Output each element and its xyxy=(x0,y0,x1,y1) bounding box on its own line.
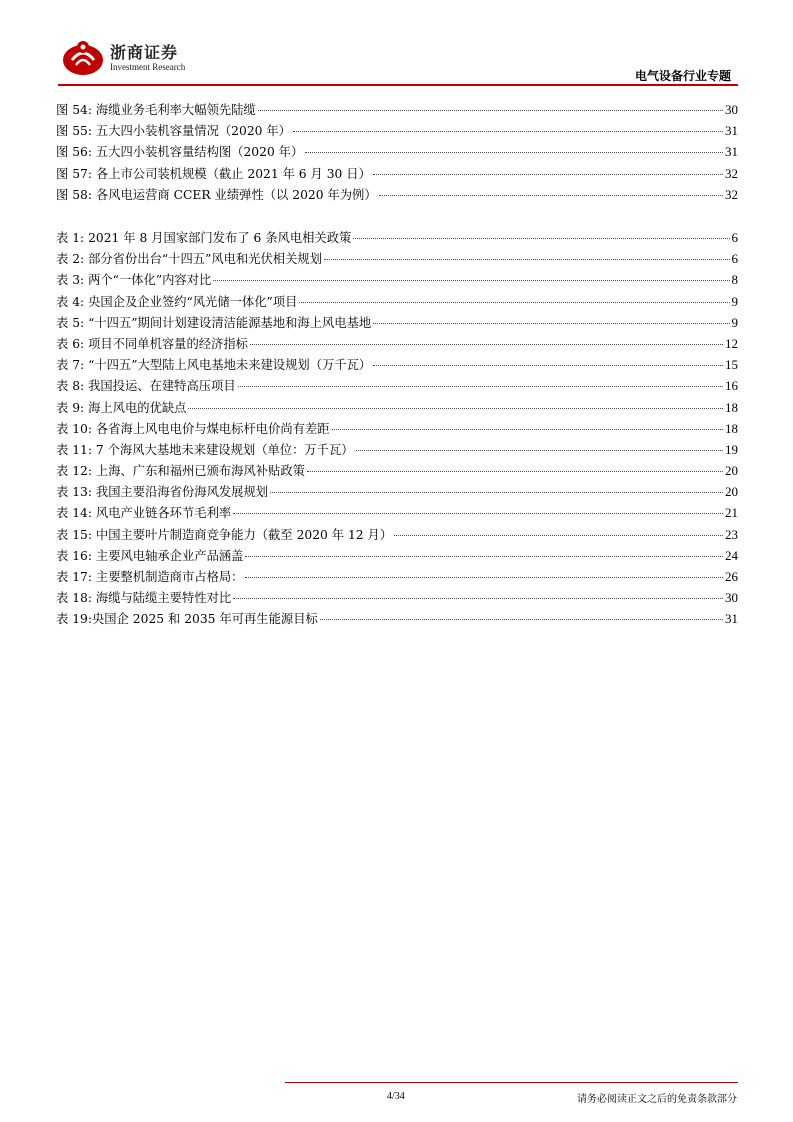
company-name: 浙商证券 xyxy=(110,43,179,62)
toc-dot-leader xyxy=(305,152,723,153)
toc-dot-leader xyxy=(238,386,723,387)
toc-entry-page: 12 xyxy=(725,335,738,351)
toc-entry[interactable] xyxy=(56,545,738,566)
toc-entry[interactable] xyxy=(56,502,738,523)
footer-divider xyxy=(285,1082,738,1083)
toc-entry-page: 26 xyxy=(725,569,738,584)
toc-entry-label: 表 2: 部分省份出台“十四五”风电和光伏相关规划 xyxy=(56,252,322,267)
toc-entry-label: 图 58: 各风电运营商 CCER 业绩弹性（以 2020 年为例） xyxy=(56,187,377,202)
company-name-en: Investment Research xyxy=(110,62,186,72)
toc-dot-leader xyxy=(299,302,729,303)
toc-dot-leader xyxy=(188,408,723,409)
toc-entry-label: 表 9: 海上风电的优缺点 xyxy=(56,400,187,415)
toc-entry[interactable] xyxy=(56,481,738,502)
toc-entry-label: 表 6: 项目不同单机容量的经济指标 xyxy=(56,336,248,351)
toc-dot-leader xyxy=(332,429,723,430)
toc-dot-leader xyxy=(394,535,723,536)
toc-entry-page: 21 xyxy=(725,505,738,521)
toc-entry-label: 图 54: 海缆业务毛利率大幅领先陆缆 xyxy=(56,103,256,117)
toc-entry-label: 表 19:央国企 2025 和 2035 年可再生能源目标 xyxy=(56,612,318,627)
toc-entry-label: 表 15: 中国主要叶片制造商竞争能力（截至 2020 年 12 月） xyxy=(56,527,393,542)
toc-entry-label: 表 8: 我国投运、在建特高压项目 xyxy=(56,379,236,394)
toc-entry-label: 表 17: 主要整机制造商市占格局： xyxy=(56,570,244,584)
toc-entry-page: 9 xyxy=(731,314,738,330)
toc-entry-label: 图 55: 五大四小装机容量情况（2020 年） xyxy=(56,124,291,139)
toc-entry-label: 表 11: 7 个海风大基地未来建设规划（单位：万千瓦） xyxy=(56,442,354,457)
toc-entry-page: 32 xyxy=(725,186,738,202)
toc-dot-leader xyxy=(213,280,729,281)
toc-entry[interactable] xyxy=(56,248,738,269)
toc-dot-leader xyxy=(245,556,723,557)
toc-entry[interactable] xyxy=(56,608,738,629)
toc-dot-leader xyxy=(373,365,723,366)
toc-entry-label: 表 3: 两个“一体化”内容对比 xyxy=(56,273,212,288)
toc-entry[interactable] xyxy=(56,397,738,418)
company-logo-icon xyxy=(62,38,104,76)
toc-dot-leader xyxy=(270,492,723,493)
toc-entry-page: 8 xyxy=(731,272,738,288)
header-divider xyxy=(58,84,738,86)
toc-entry-page: 24 xyxy=(725,547,738,563)
toc-entry-page: 15 xyxy=(725,357,738,373)
toc-entry-label: 表 10: 各省海上风电电价与煤电标杆电价尚有差距 xyxy=(56,421,330,436)
toc-entry[interactable] xyxy=(56,163,738,184)
figure-list xyxy=(56,99,738,205)
toc-dot-leader xyxy=(258,110,723,111)
toc-entry-label: 表 1: 2021 年 8 月国家部门发布了 6 条风电相关政策 xyxy=(56,231,352,245)
toc-entry-page: 9 xyxy=(731,293,738,309)
toc-dot-leader xyxy=(320,619,723,620)
toc-entry[interactable] xyxy=(56,120,738,141)
toc-entry-page: 6 xyxy=(731,251,738,267)
toc-entry-page: 31 xyxy=(725,611,738,627)
toc-entry[interactable] xyxy=(56,587,738,608)
toc-entry[interactable] xyxy=(56,269,738,290)
toc-entry[interactable] xyxy=(56,460,738,481)
toc-entry-label: 表 5: “十四五”期间计划建设清洁能源基地和海上风电基地 xyxy=(56,315,372,330)
toc-entry-label: 表 16: 主要风电轴承企业产品涵盖 xyxy=(56,548,244,563)
toc-entry-page: 18 xyxy=(725,420,738,436)
toc-entry[interactable] xyxy=(56,227,738,248)
page-header xyxy=(0,0,793,90)
toc-entry[interactable] xyxy=(56,439,738,460)
toc-dot-leader xyxy=(353,238,729,239)
toc-entry-page: 32 xyxy=(725,165,738,181)
toc-dot-leader xyxy=(233,513,723,514)
toc-entry-page: 30 xyxy=(725,102,738,117)
toc-entry-page: 31 xyxy=(725,144,738,160)
toc-entry-page: 16 xyxy=(725,378,738,394)
toc-entry[interactable] xyxy=(56,141,738,162)
toc-entry-page: 6 xyxy=(731,230,738,245)
toc-entry[interactable] xyxy=(56,291,738,312)
toc-entry-page: 20 xyxy=(725,463,738,479)
toc-entry-label: 表 7: “十四五”大型陆上风电基地未来建设规划（万千瓦） xyxy=(56,358,372,373)
toc-entry-label: 表 18: 海缆与陆缆主要特性对比 xyxy=(56,591,232,606)
toc-entry-page: 18 xyxy=(725,399,738,415)
toc-dot-leader xyxy=(250,344,723,345)
toc-entry-label: 图 56: 五大四小装机容量结构图（2020 年） xyxy=(56,145,304,160)
toc-entry[interactable] xyxy=(56,524,738,545)
toc-entry[interactable] xyxy=(56,184,738,205)
toc-entry[interactable] xyxy=(56,312,738,333)
disclaimer-text: 请务必阅读正文之后的免责条款部分 xyxy=(577,1094,737,1105)
toc-entry-label: 表 12: 上海、广东和福州已颁布海风补贴政策 xyxy=(56,464,305,479)
toc-dot-leader xyxy=(293,131,723,132)
toc-dot-leader xyxy=(373,174,723,175)
toc-entry-label: 表 14: 风电产业链各环节毛利率 xyxy=(56,506,232,521)
toc-entry-label: 表 4: 央国企及企业签约“风光储一体化”项目 xyxy=(56,294,298,309)
report-title: 电气设备行业专题 xyxy=(634,69,731,83)
toc-entry-page: 31 xyxy=(725,123,738,139)
toc-entry-page: 30 xyxy=(725,590,738,606)
toc-dot-leader xyxy=(324,259,730,260)
toc-dot-leader xyxy=(373,323,729,324)
toc-entry-label: 表 13: 我国主要沿海省份海风发展规划 xyxy=(56,485,269,500)
toc-entry[interactable] xyxy=(56,99,738,120)
toc-entry[interactable] xyxy=(56,418,738,439)
toc-dot-leader xyxy=(245,577,723,578)
toc-entry[interactable] xyxy=(56,333,738,354)
toc-dot-leader xyxy=(356,450,723,451)
toc-entry[interactable] xyxy=(56,375,738,396)
toc-entry-page: 19 xyxy=(725,441,738,457)
toc-entry-page: 23 xyxy=(725,526,738,542)
toc-entry[interactable] xyxy=(56,566,738,587)
table-list xyxy=(56,227,738,630)
toc-dot-leader xyxy=(307,471,723,472)
toc-entry-label: 图 57: 各上市公司装机规模（截止 2021 年 6 月 30 日） xyxy=(56,166,371,181)
toc-entry[interactable] xyxy=(56,354,738,375)
page-number: 4/34 xyxy=(387,1091,405,1102)
toc-entry-page: 20 xyxy=(725,484,738,500)
toc-dot-leader xyxy=(233,598,723,599)
toc-dot-leader xyxy=(379,195,723,196)
